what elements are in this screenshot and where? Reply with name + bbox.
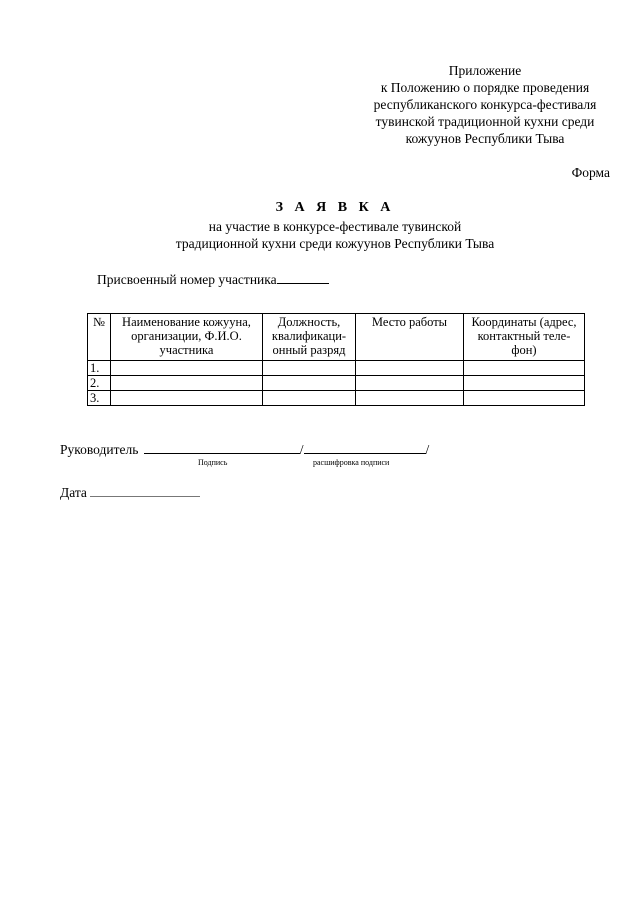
- table-cell: [356, 376, 464, 391]
- table-cell: [356, 361, 464, 376]
- date-label: Дата: [60, 485, 87, 500]
- table-cell: [111, 376, 263, 391]
- header-line: республиканского конкурса-фестиваля: [373, 97, 597, 112]
- date-line: [90, 484, 200, 497]
- decoding-caption: расшифровка подписи: [313, 458, 390, 467]
- row-number: 2.: [88, 376, 111, 391]
- signature-separator-end: /: [425, 442, 430, 457]
- header-line: тувинской традиционной кухни среди: [375, 114, 595, 129]
- assigned-number-field: [97, 271, 329, 288]
- table-cell: [464, 361, 585, 376]
- document-title: З А Я В К А: [275, 200, 395, 215]
- table-cell: [464, 391, 585, 406]
- header-line: кожуунов Республики Тыва: [405, 131, 565, 146]
- signature-label: Руководитель: [60, 442, 139, 457]
- table-cell: [111, 361, 263, 376]
- appendix-header: [352, 62, 618, 147]
- header-contacts: Координаты (адрес, контактный теле- фон): [464, 314, 585, 361]
- signature-row: [60, 441, 429, 458]
- table-row: [88, 361, 585, 376]
- header-position: Должность, квалификаци- онный разряд: [263, 314, 356, 361]
- signature-line: [144, 441, 300, 454]
- table-cell: [464, 376, 585, 391]
- header-workplace: Место работы: [356, 314, 464, 361]
- table-header-row: [88, 314, 585, 361]
- assigned-number-blank: [277, 271, 329, 284]
- row-number: 1.: [88, 361, 111, 376]
- table-row: [88, 391, 585, 406]
- table-cell: [263, 391, 356, 406]
- date-row: [60, 484, 200, 501]
- document-subtitle: [0, 218, 640, 252]
- header-number: №: [88, 314, 111, 361]
- header-line: к Положению о порядке проведения: [380, 80, 590, 95]
- signature-separator: /: [299, 442, 304, 457]
- decoding-line: [304, 441, 426, 454]
- subtitle-line: традиционной кухни среди кожуунов Республики Тыва: [175, 236, 495, 251]
- assigned-number-label: Присвоенный номер участника: [97, 272, 277, 287]
- table-cell: [263, 361, 356, 376]
- table-cell: [263, 376, 356, 391]
- table-cell: [111, 391, 263, 406]
- row-number: 3.: [88, 391, 111, 406]
- subtitle-line: на участие в конкурсе-фестивале тувинской: [208, 219, 462, 234]
- form-label: Форма: [571, 165, 610, 180]
- table-row: [88, 376, 585, 391]
- header-participant: Наименование кожууна, организации, Ф.И.О. участника: [111, 314, 263, 361]
- header-line: Приложение: [448, 63, 522, 78]
- table-cell: [356, 391, 464, 406]
- signature-caption: Подпись: [198, 458, 228, 467]
- participants-table: [87, 313, 585, 406]
